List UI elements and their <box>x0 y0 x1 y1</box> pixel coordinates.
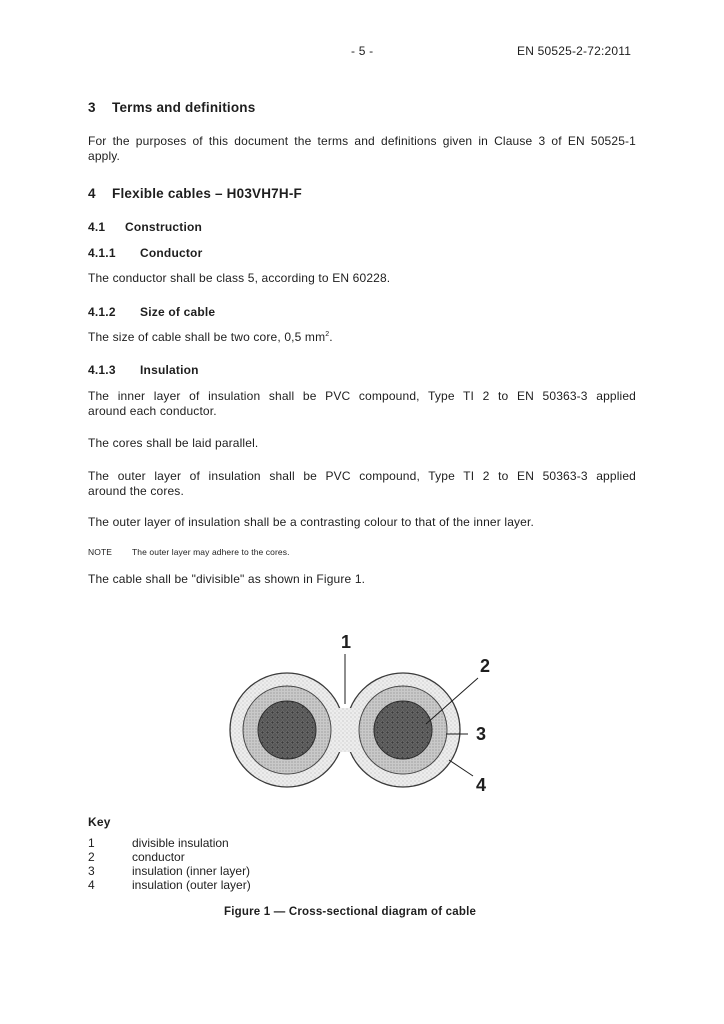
key-label: insulation (outer layer) <box>132 878 251 892</box>
key-item <box>88 850 185 865</box>
key-item <box>88 864 250 879</box>
insulation-paragraph-2: The cores shall be laid parallel. <box>88 436 259 450</box>
section-title: Terms and definitions <box>112 100 256 115</box>
document-id: EN 50525-2-72:2011 <box>517 44 632 58</box>
section-number: 4 <box>88 186 96 201</box>
section-3-paragraph-line-1: For the purposes of this document the terms and definitions given in Clause 3 of EN 50525-1 <box>88 134 636 148</box>
key-number: 1 <box>88 836 95 850</box>
section-3-heading <box>88 100 255 115</box>
subsection-4-1-1-heading <box>88 246 202 260</box>
callout-1: 1 <box>341 632 352 652</box>
insulation-paragraph-3-line-2: around the cores. <box>88 484 184 498</box>
key-item <box>88 878 251 893</box>
divisible-paragraph: The cable shall be "divisible" as shown in Figure 1. <box>88 572 366 586</box>
insulation-paragraph-1-line-2: around each conductor. <box>88 404 217 418</box>
key-number: 2 <box>88 850 95 864</box>
key-item <box>88 836 229 851</box>
page-number: - 5 - <box>351 44 374 58</box>
callout-4: 4 <box>476 775 487 795</box>
key-number: 3 <box>88 864 95 878</box>
subsection-4-1-3-heading <box>88 363 199 377</box>
figure-caption: Figure 1 — Cross-sectional diagram of cable <box>224 906 477 918</box>
subsection-number: 4.1.1 <box>88 246 116 260</box>
subsection-title: Insulation <box>140 363 199 377</box>
size-paragraph <box>88 330 333 345</box>
section-4-heading <box>88 186 302 201</box>
key-label: divisible insulation <box>132 836 229 850</box>
size-superscript: 2 <box>325 331 330 338</box>
subsection-title: Size of cable <box>140 305 216 319</box>
callout-2: 2 <box>480 656 491 676</box>
cable-cross-section-figure <box>210 620 510 800</box>
section-number: 3 <box>88 100 96 115</box>
size-text: The size of cable shall be two core, 0,5 mm <box>88 330 326 344</box>
subsection-number: 4.1 <box>88 220 106 234</box>
insulation-paragraph-1-line-1: The inner layer of insulation shall be PVC compound, Type TI 2 to EN 50363-3 applied <box>88 389 636 403</box>
size-text-end: . <box>329 330 333 344</box>
subsection-number: 4.1.2 <box>88 305 116 319</box>
subsection-4-1-heading <box>88 220 202 234</box>
note-label: NOTE <box>88 547 113 557</box>
key-number: 4 <box>88 878 95 892</box>
conductor-paragraph: The conductor shall be class 5, according to EN 60228. <box>88 271 391 285</box>
section-3-paragraph-line-2: apply. <box>88 149 121 163</box>
insulation-paragraph-4: The outer layer of insulation shall be a contrasting colour to that of the inner layer. <box>88 515 534 529</box>
key-label: conductor <box>132 850 185 864</box>
key-title: Key <box>88 815 111 829</box>
subsection-number: 4.1.3 <box>88 363 116 377</box>
note <box>88 547 290 557</box>
insulation-paragraph-3-line-1: The outer layer of insulation shall be PVC compound, Type TI 2 to EN 50363-3 applied <box>88 469 636 483</box>
subsection-4-1-2-heading <box>88 305 215 319</box>
key-label: insulation (inner layer) <box>132 864 251 878</box>
callout-3: 3 <box>476 724 487 744</box>
note-text: The outer layer may adhere to the cores. <box>132 547 290 557</box>
subsection-title: Construction <box>125 220 203 234</box>
subsection-title: Conductor <box>140 246 203 260</box>
section-title: Flexible cables – H03VH7H-F <box>112 186 302 201</box>
